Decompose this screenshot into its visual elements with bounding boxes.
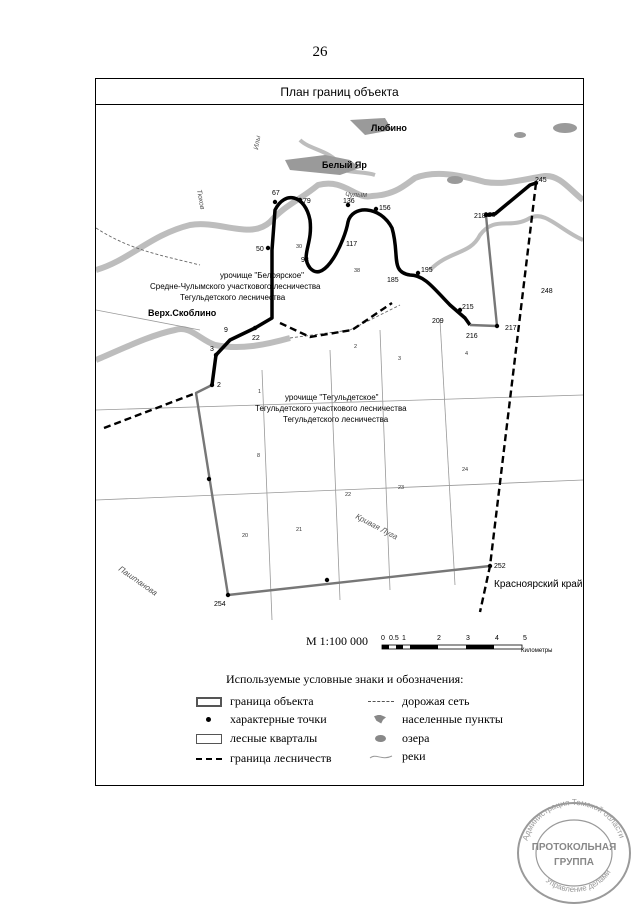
tract-2-line-1: урочище "Тегульдетское": [285, 393, 379, 402]
scale-label: М 1:100 000: [306, 634, 369, 648]
grid-line: [440, 320, 455, 585]
legend-label: характерные точки: [230, 712, 327, 726]
point-label: 252: [494, 563, 506, 570]
point-label: 2: [217, 382, 221, 389]
stamp-ring-bottom: Управление делами: [544, 867, 613, 894]
river-tyukhov-label: Тюхов: [195, 189, 206, 211]
scale-tick: 0.5: [389, 635, 399, 642]
point-label: 217: [505, 325, 517, 332]
quarter-symbol: [196, 734, 222, 744]
point-67: [273, 200, 277, 204]
quarter-label: 4: [465, 351, 469, 357]
point-3: [214, 353, 218, 357]
point-label: 215: [462, 304, 474, 311]
point-label: 218: [474, 213, 486, 220]
scale-tick: 1: [402, 635, 406, 642]
scale-unit: Километры: [521, 648, 553, 654]
point-254: [226, 593, 230, 597]
legend-rivers: [368, 749, 426, 764]
point-label: 22: [252, 335, 260, 342]
point-label: 136: [343, 198, 355, 205]
point-label: 185: [387, 277, 399, 284]
legend-label: дорожая сеть: [402, 694, 470, 708]
legend-label: граница объекта: [230, 694, 314, 708]
point-label: 9: [224, 327, 228, 334]
river-pashtanova-label: Паштанова: [116, 564, 160, 598]
quarter-label: 8: [257, 453, 261, 459]
place-region: Красноярский край: [494, 579, 583, 590]
place-bely-yar: Белый Яр: [322, 160, 367, 170]
river-ily-label: Илы: [253, 135, 263, 151]
forestry-line-symbol: [196, 753, 222, 765]
river-symbol: [368, 751, 394, 763]
legend-label: граница лесничеств: [230, 751, 332, 765]
river-lower: [96, 329, 290, 360]
quarter-label: 22: [345, 492, 352, 498]
scale-tick: 5: [523, 635, 527, 642]
river-krivaya-luga-label: Кривая Луга: [354, 511, 400, 542]
point-label: 117: [346, 241, 358, 248]
point-labels: [210, 177, 553, 608]
settlement-symbol: [368, 714, 394, 726]
legend-forestry-boundary: [196, 751, 332, 766]
quarter-label: 23: [398, 485, 405, 491]
scale-bar: [378, 632, 578, 658]
legend-forest-quarters: [196, 731, 317, 746]
boundary-map[interactable]: [96, 104, 583, 624]
point-label: 245: [535, 177, 547, 184]
lake-1: [553, 123, 577, 133]
point-label: 209: [432, 318, 444, 325]
point-252: [488, 564, 492, 568]
legend-title: Используемые условные знаки и обозначения:: [226, 672, 464, 686]
legend-label: населенные пункты: [402, 712, 503, 726]
tract-1-line-2: Средне-Чулымского участкового лесничества: [150, 282, 321, 291]
point-mid: [207, 477, 211, 481]
quarter-label: 38: [354, 268, 361, 274]
point-label: 50: [256, 246, 264, 253]
point-label: 248: [541, 288, 553, 295]
road-symbol: [368, 696, 394, 708]
legend-settlements: [368, 712, 503, 727]
point-9: [253, 326, 257, 330]
quarter-label: 1: [258, 389, 262, 395]
point-50: [266, 246, 270, 250]
page-number: 26: [312, 44, 328, 60]
quarter-label: 3: [398, 356, 402, 362]
grid-line: [330, 350, 340, 600]
river-chulym-label: Чулым: [345, 192, 368, 199]
tract-1-line-3: Тегульдетского лесничества: [180, 293, 286, 302]
legend-label: лесные кварталы: [230, 731, 318, 745]
scale-tick: 0: [381, 635, 385, 642]
stamp-center-line2: ГРУППА: [553, 857, 595, 868]
point-156: [374, 207, 378, 211]
lake-2: [447, 176, 463, 184]
quarter-grid: [96, 310, 583, 620]
boundary-symbol: [196, 697, 222, 707]
point-195: [416, 271, 420, 275]
scale-tick: 4: [495, 635, 499, 642]
official-stamp: [512, 795, 637, 905]
grid-line: [380, 330, 390, 590]
lake-3: [514, 132, 526, 138]
point-mid2: [325, 578, 329, 582]
tract-2-line-3: Тегульдетского лесничества: [283, 415, 389, 424]
point-label: 229: [484, 212, 496, 219]
legend-road-network: [368, 694, 469, 709]
point-label: 67: [272, 190, 280, 197]
legend-lakes: [368, 731, 429, 746]
legend-label: реки: [402, 749, 426, 763]
point-label: 79: [303, 198, 311, 205]
point-symbol: [196, 714, 222, 726]
forestry-boundary-west: [104, 393, 196, 428]
tract-1-line-1: урочище "Белоярское": [220, 271, 305, 280]
quarter-label: 2: [354, 344, 358, 350]
river-right: [430, 216, 583, 270]
scale-tick: 2: [437, 635, 441, 642]
point-label: 254: [214, 601, 226, 608]
scale-tick: 3: [466, 635, 470, 642]
quarter-label: 30: [296, 244, 303, 250]
point-label: 156: [379, 205, 391, 212]
legend-object-boundary: [196, 694, 314, 709]
place-verkh-skoblino: Верх.Скоблино: [148, 308, 217, 318]
frame-title: План границ объекта: [96, 79, 583, 105]
point-79: [298, 198, 302, 202]
grid-line: [96, 480, 583, 500]
stamp-center-line1: ПРОТОКОЛЬНАЯ: [531, 842, 617, 853]
quarter-label: 21: [296, 527, 303, 533]
map-labels: [117, 123, 583, 598]
legend-char-points: [196, 712, 327, 727]
point-label: 98: [301, 257, 309, 264]
legend-label: озера: [402, 731, 430, 745]
stamp-ring-top: Администрация Томской области: [520, 797, 627, 842]
forestry-boundary-north: [280, 303, 392, 337]
point-label: 216: [466, 333, 478, 340]
point-label: 3: [210, 346, 214, 353]
point-217: [495, 324, 499, 328]
point-label: 195: [421, 267, 433, 274]
point-2: [210, 383, 214, 387]
lake-symbol: [368, 733, 394, 745]
quarter-label: 24: [462, 467, 469, 473]
tract-2-line-2: Тегульдетского участкового лесничества: [255, 404, 407, 413]
place-lyubino: Любино: [371, 123, 407, 133]
quarter-label: 20: [242, 533, 249, 539]
